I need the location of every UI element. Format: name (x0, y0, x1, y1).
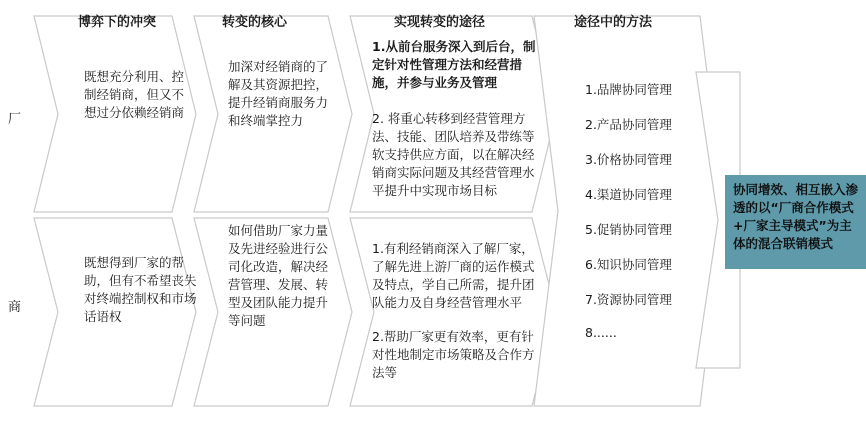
method-item: 7.资源协同管理 (585, 292, 672, 307)
side-label-manufacturer: 厂 (8, 112, 22, 127)
core-manufacturer: 加深对经销商的了解及其资源把控，提升经销商服务力和终端掌控力 (228, 59, 329, 128)
result-box: 协同增效、相互嵌入渗透的以“厂商合作模式+厂家主导模式”为主体的混合联销模式 (725, 175, 866, 269)
method-item: 5.促销协同管理 (585, 222, 672, 237)
core-dealer: 如何借助厂家力量及先进经验进行公司化改造，解决经营管理、发展、转型及团队能力提升等问题 (228, 223, 329, 328)
path-manufacturer-1: 1.从前台服务深入到后台，制定针对性管理方法和经营措施，并参与业务及管理 (372, 39, 536, 90)
method-item: 4.渠道协同管理 (585, 187, 672, 202)
path-manufacturer-2: 2. 将重心转移到经营管理方法、技能、团队培养及带练等软支持供应方面，以在解决经销商实际问题及其经营管理水平提升中实现市场目标 (372, 111, 535, 198)
conflict-manufacturer: 既想充分利用、控制经销商，但又不想过分依赖经销商 (84, 69, 185, 120)
method-item: 2.产品协同管理 (585, 117, 672, 132)
header-method: 途径中的方法 (574, 15, 653, 30)
side-label-dealer: 商 (8, 300, 22, 315)
method-item: 1.品牌协同管理 (585, 82, 672, 97)
chevron-col4 (534, 16, 724, 406)
method-item: 3.价格协同管理 (585, 152, 672, 167)
method-item: 8...... (585, 325, 617, 340)
path-dealer-2: 2.帮助厂家更有效率，更有针对性地制定市场策略及合作方法等 (372, 329, 535, 380)
method-item: 6.知识协同管理 (585, 257, 672, 272)
header-conflict: 博弈下的冲突 (78, 15, 157, 30)
header-path: 实现转变的途径 (394, 15, 486, 30)
conflict-dealer: 既想得到厂家的帮助，但有不希望丧失对终端控制权和市场话语权 (84, 255, 197, 324)
path-dealer-1: 1.有利经销商深入了解厂家，了解先进上游厂商的运作模式及特点，学自己所需，提升团队能力及自身经营管理水平 (372, 241, 535, 310)
header-core: 转变的核心 (222, 15, 288, 30)
